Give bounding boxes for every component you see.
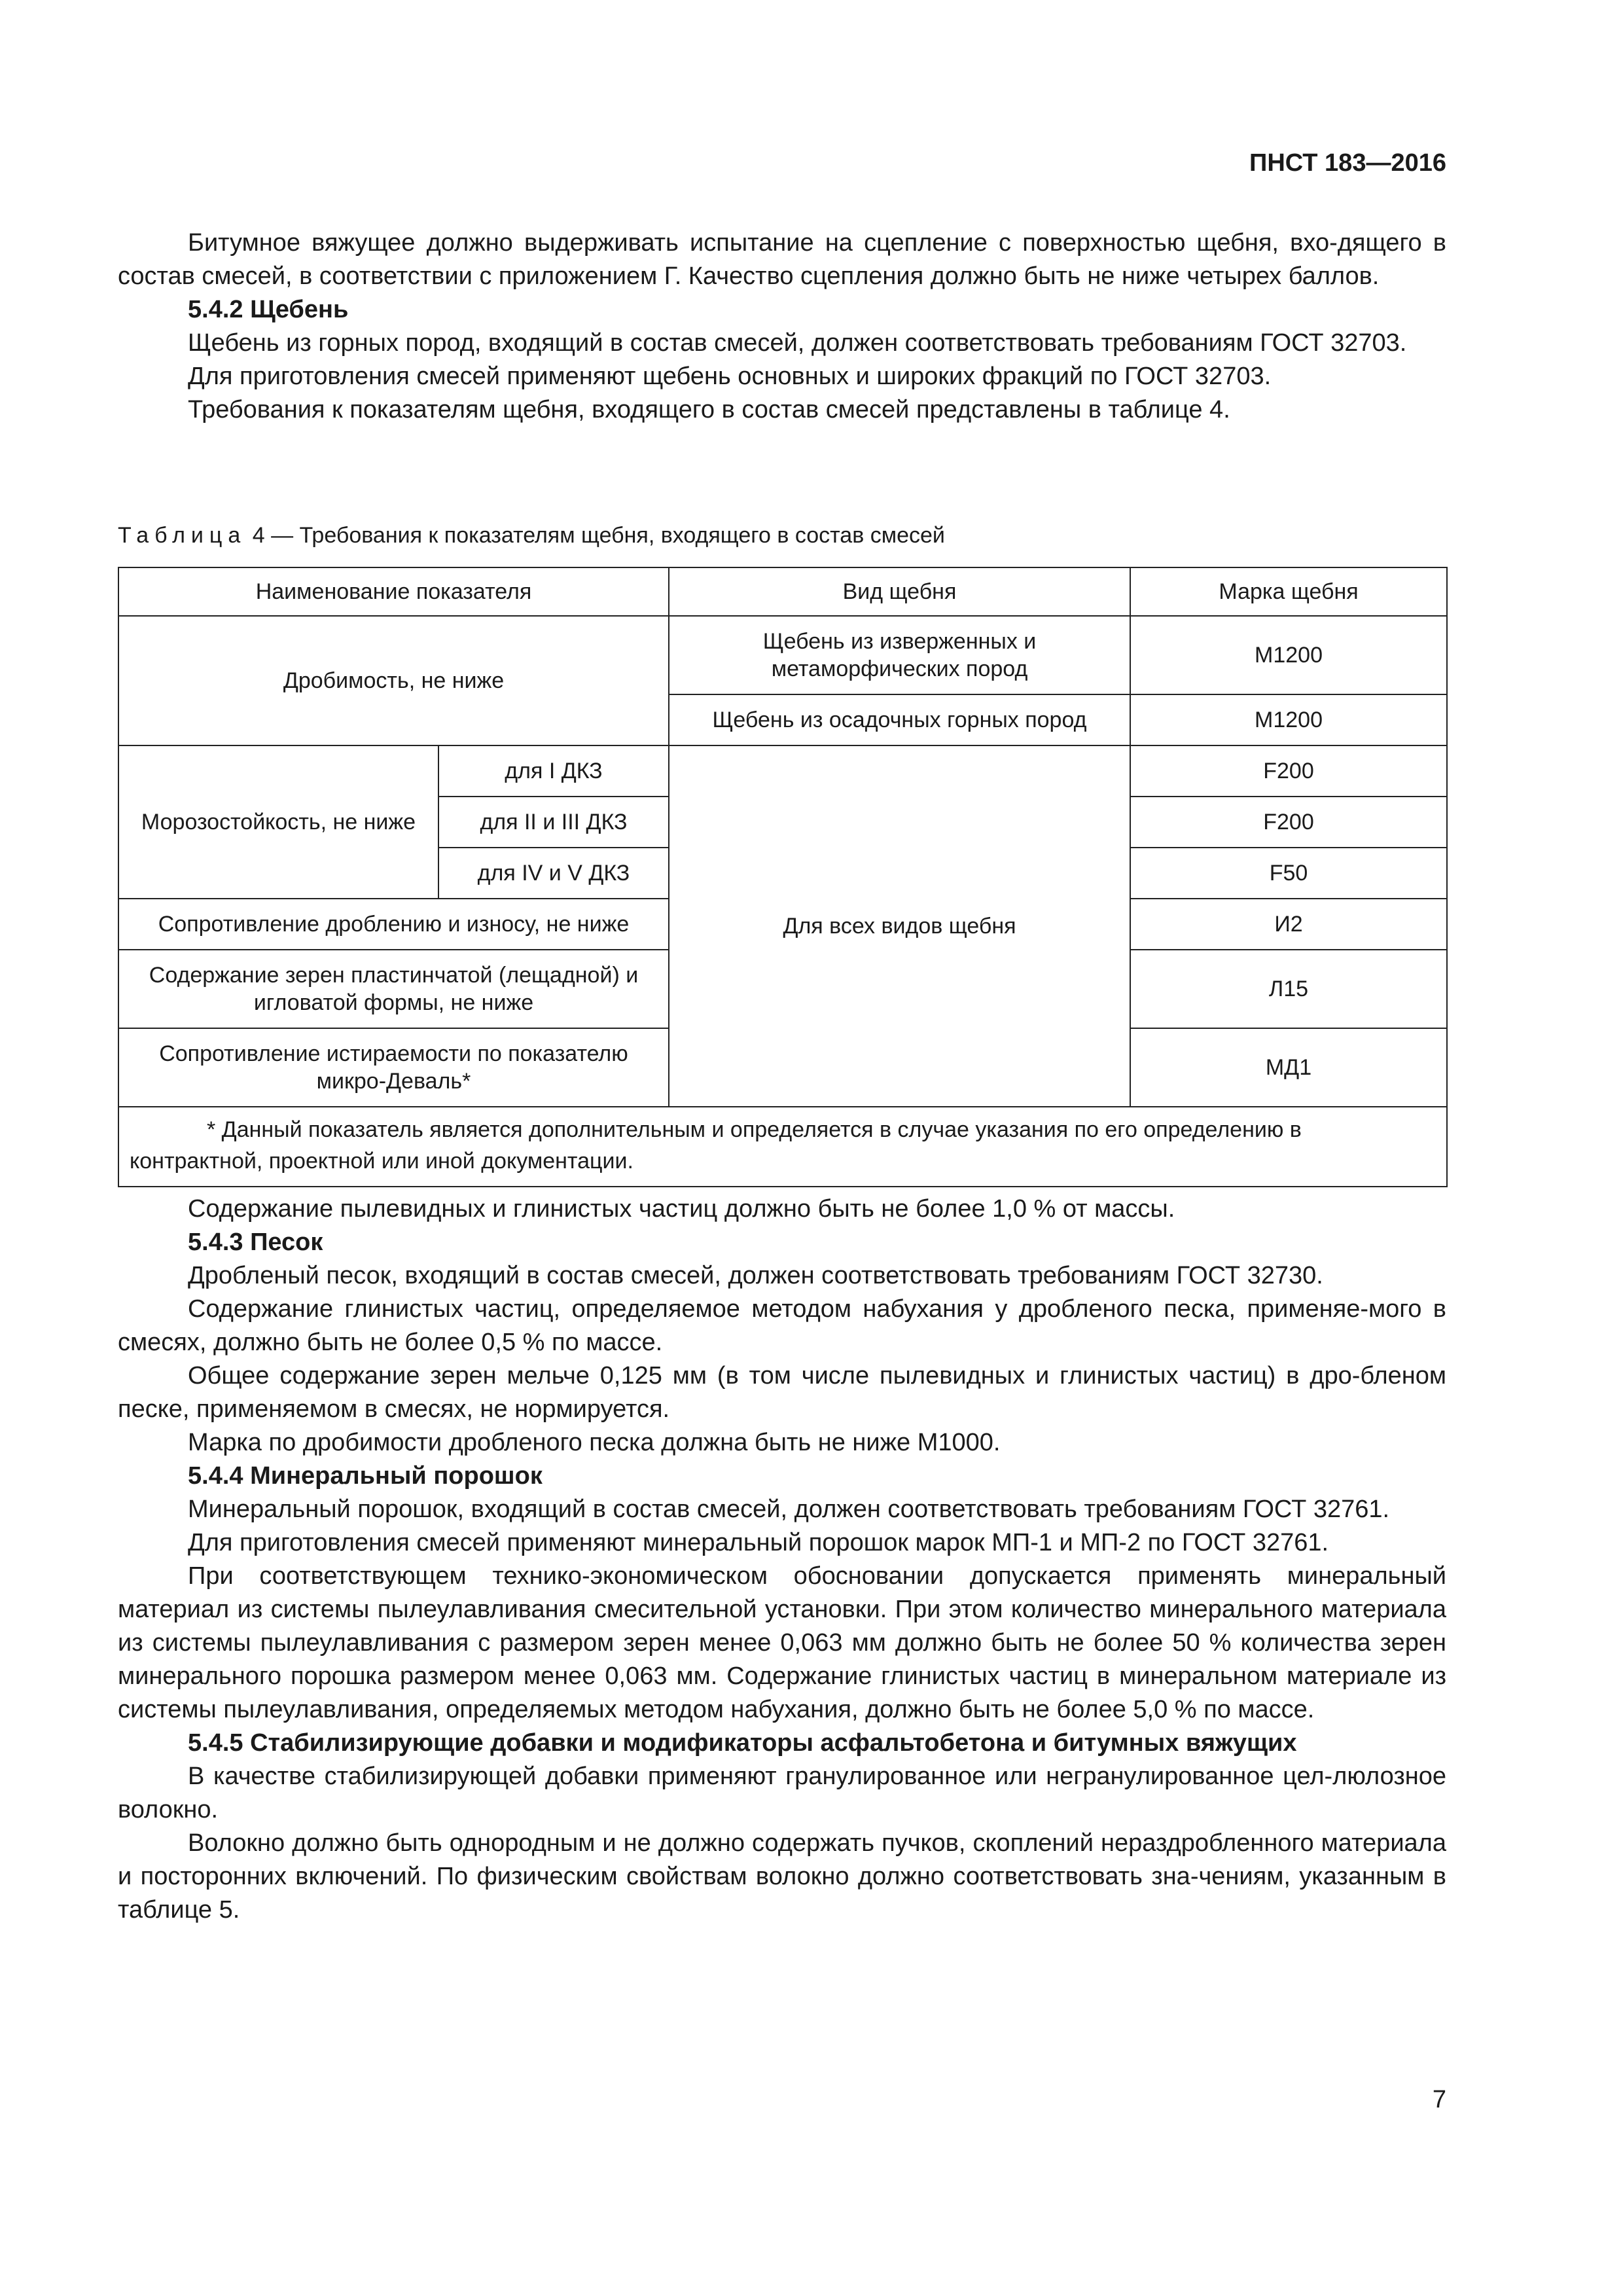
paragraph: Дробленый песок, входящий в состав смесей, должен соответствовать требованиям ГОСТ 32730.: [188, 1262, 1323, 1289]
crushability-sedimentary: Щебень из осадочных горных пород: [669, 694, 1130, 745]
wear-grade: И2: [1130, 899, 1447, 950]
section-heading: 5.4.4 Минеральный порошок: [188, 1462, 543, 1490]
crushability-sedimentary-grade: М1200: [1130, 694, 1447, 745]
table-footnote-row: [118, 1107, 1447, 1187]
microdeval-grade: МД1: [1130, 1028, 1447, 1107]
caption-label: Таблица: [118, 523, 247, 548]
frost-grade: F200: [1130, 745, 1447, 797]
text-section-top: [118, 226, 1446, 427]
paragraph: Волокно должно быть однородным и не должно содержать пучков, скоплений нераздробленного материала и посторонних включений. По физическим свойствам волокно должно соответствовать зна-чениям, указанным в таблице 5.: [118, 1829, 1446, 1924]
paragraph: Минеральный порошок, входящий в состав смесей, должен соответствовать требованиям ГОСТ 32761.: [188, 1496, 1390, 1523]
header-grade: Марка щебня: [1130, 567, 1447, 616]
paragraph: Марка по дробимости дробленого песка должна быть не ниже М1000.: [188, 1429, 1001, 1456]
frost-grade: F200: [1130, 797, 1447, 848]
section-heading: 5.4.5 Стабилизирующие добавки и модификаторы асфальтобетона и битумных вяжущих: [188, 1729, 1297, 1757]
paragraph: Щебень из горных пород, входящий в состав смесей, должен соответствовать требованиям ГОСТ 32703.: [188, 329, 1407, 357]
paragraph: Содержание глинистых частиц, определяемое методом набухания у дробленого песка, применяе-мого в смесях, должно быть не более 0,5 % по массе.: [118, 1295, 1446, 1356]
header-type: Вид щебня: [669, 567, 1130, 616]
page-number: 7: [1432, 2086, 1446, 2113]
table-caption: [118, 521, 1446, 550]
section-heading: 5.4.2 Щебень: [188, 296, 349, 323]
paragraph: При соответствующем технико-экономическом обосновании допускается применять минеральный материал из системы пылеулавливания смесительной установки. При этом количество минерального материала из системы пылеулавливания с размером зерен менее 0,063 мм должно быть не более 50 % количества зерен минерального порошка размером менее 0,063 мм. Содержание глинистых частиц в минеральном материале из системы пылеулавливания, определяемых методом набухания, должно быть не более 5,0 % по массе.: [118, 1562, 1446, 1723]
paragraph: В качестве стабилизирующей добавки применяют гранулированное или негранулированное цел-люлозное волокно.: [118, 1763, 1446, 1823]
table-footnote: * Данный показатель является дополнительным и определяется в случае указания по его определению в контрактной, проектной или иной документации.: [118, 1107, 1447, 1187]
table-row: [118, 745, 1447, 797]
paragraph: Содержание пылевидных и глинистых частиц должно быть не более 1,0 % от массы.: [188, 1195, 1175, 1223]
flaky-label: Содержание зерен пластинчатой (лещадной) и игловатой формы, не ниже: [118, 950, 669, 1028]
paragraph: Общее содержание зерен мельче 0,125 мм (в том числе пылевидных и глинистых частиц) в дро-бленом песке, применяемом в смесях, не нормируется.: [118, 1362, 1446, 1423]
frost-grade: F50: [1130, 848, 1447, 899]
caption-text: 4 — Требования к показателям щебня, входящего в состав смесей: [246, 523, 945, 548]
frost-zone: для I ДКЗ: [438, 745, 669, 797]
crushability-label: Дробимость, не ниже: [118, 616, 669, 745]
crushability-igneous-grade: М1200: [1130, 616, 1447, 694]
crushability-igneous: Щебень из изверженных и метаморфических пород: [669, 616, 1130, 694]
frost-zone: для II и III ДКЗ: [438, 797, 669, 848]
table-row: [118, 616, 1447, 694]
paragraph: Для приготовления смесей применяют щебень основных и широких фракций по ГОСТ 32703.: [188, 363, 1272, 390]
flaky-grade: Л15: [1130, 950, 1447, 1028]
frost-zone: для IV и V ДКЗ: [438, 848, 669, 899]
microdeval-label: Сопротивление истираемости по показателю микро-Деваль*: [118, 1028, 669, 1107]
table-header-row: [118, 567, 1447, 616]
header-indicator: Наименование показателя: [118, 567, 669, 616]
frost-label: Морозостойкость, не ниже: [118, 745, 438, 899]
document-code: ПНСТ 183—2016: [1249, 149, 1446, 177]
text-section-bottom: [118, 1193, 1446, 1927]
paragraph: Требования к показателям щебня, входящего в состав смесей представлены в таблице 4.: [188, 396, 1230, 423]
wear-label: Сопротивление дроблению и износу, не ниже: [118, 899, 669, 950]
requirements-table: [118, 567, 1448, 1187]
all-types-cell: Для всех видов щебня: [669, 745, 1130, 1107]
paragraph: Для приготовления смесей применяют минеральный порошок марок МП-1 и МП-2 по ГОСТ 32761.: [188, 1529, 1329, 1556]
paragraph: Битумное вяжущее должно выдерживать испытание на сцепление с поверхностью щебня, вхо-дящего в состав смесей, в соответствии с приложением Г. Качество сцепления должно быть не ниже четырех баллов.: [118, 229, 1446, 290]
section-heading: 5.4.3 Песок: [188, 1229, 323, 1256]
